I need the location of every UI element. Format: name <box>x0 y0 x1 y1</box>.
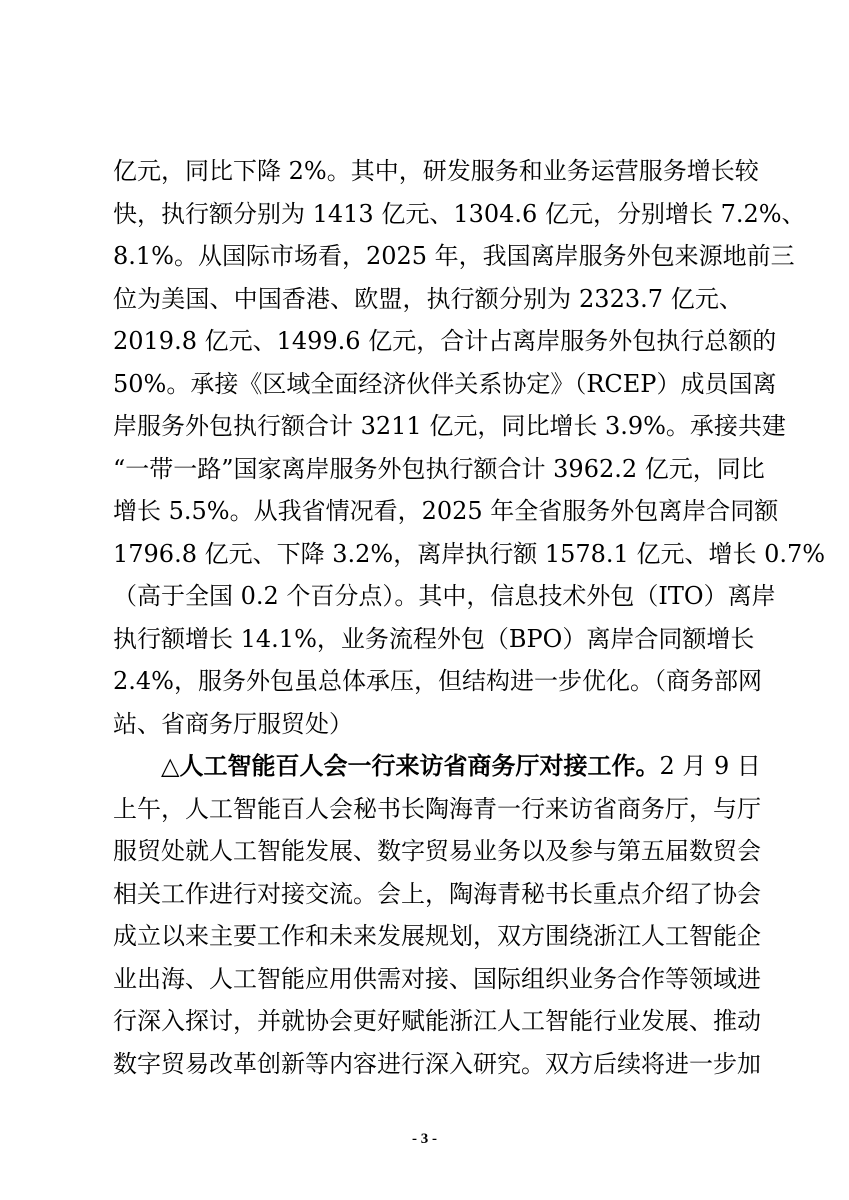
paragraph-1-line-1: 亿元，同比下降 2%。其中，研发服务和业务运营服务增长较 <box>113 157 759 185</box>
paragraph-2-first-line <box>161 748 761 784</box>
paragraph-1-line-9: 增长 5.5%。从我省情况看，2025 年全省服务外包离岸合同额 <box>113 497 779 525</box>
paragraph-1-line-7: 岸服务外包执行额合计 3211 亿元，同比增长 3.9%。承接共建 <box>113 412 786 440</box>
news-date: 2 月 9 日 <box>659 752 761 780</box>
paragraph-1-line-5: 2019.8 亿元、1499.6 亿元，合计占离岸服务外包执行总额的 <box>113 327 777 355</box>
paragraph-2-line-7: 行深入探讨，并就协会更好赋能浙江人工智能行业发展、推动 <box>113 1007 761 1035</box>
news-heading: △人工智能百人会一行来访省商务厅对接工作。 <box>161 751 660 780</box>
paragraph-1-line-12: 执行额增长 14.1%，业务流程外包（BPO）离岸合同额增长 <box>113 625 755 653</box>
paragraph-1-line-13: 2.4%，服务外包虽总体承压，但结构进一步优化。（商务部网 <box>113 667 762 695</box>
paragraph-1-line-8: “一带一路”国家离岸服务外包执行额合计 3962.2 亿元，同比 <box>113 455 765 483</box>
paragraph-2-line-2: 上午，人工智能百人会秘书长陶海青一行来访省商务厅，与厅 <box>113 795 761 823</box>
paragraph-1-line-3: 8.1%。从国际市场看，2025 年，我国离岸服务外包来源地前三 <box>113 242 795 270</box>
paragraph-1-line-6: 50%。承接《区域全面经济伙伴关系协定》（RCEP）成员国离 <box>113 370 777 398</box>
paragraph-1-line-11: （高于全国 0.2 个百分点）。其中，信息技术外包（ITO）离岸 <box>113 582 776 610</box>
paragraph-1-line-2: 快，执行额分别为 1413 亿元、1304.6 亿元，分别增长 7.2%、 <box>113 200 806 228</box>
paragraph-2-line-5: 成立以来主要工作和未来发展规划，双方围绕浙江人工智能企 <box>113 922 761 950</box>
paragraph-2-line-8: 数字贸易改革创新等内容进行深入研究。双方后续将进一步加 <box>113 1050 761 1078</box>
paragraph-2-line-3: 服贸处就人工智能发展、数字贸易业务以及参与第五届数贸会 <box>113 837 761 865</box>
paragraph-1-line-4: 位为美国、中国香港、欧盟，执行额分别为 2323.7 亿元、 <box>113 285 743 313</box>
paragraph-1-line-14: 站、省商务厅服贸处） <box>113 710 353 738</box>
paragraph-2-line-6: 业出海、人工智能应用供需对接、国际组织业务合作等领域进 <box>113 965 761 993</box>
paragraph-1-line-10: 1796.8 亿元、下降 3.2%，离岸执行额 1578.1 亿元、增长 0.7% <box>113 540 826 568</box>
page-number: - 3 - <box>412 1131 437 1147</box>
paragraph-2-line-4: 相关工作进行对接交流。会上，陶海青秘书长重点介绍了协会 <box>113 880 761 908</box>
